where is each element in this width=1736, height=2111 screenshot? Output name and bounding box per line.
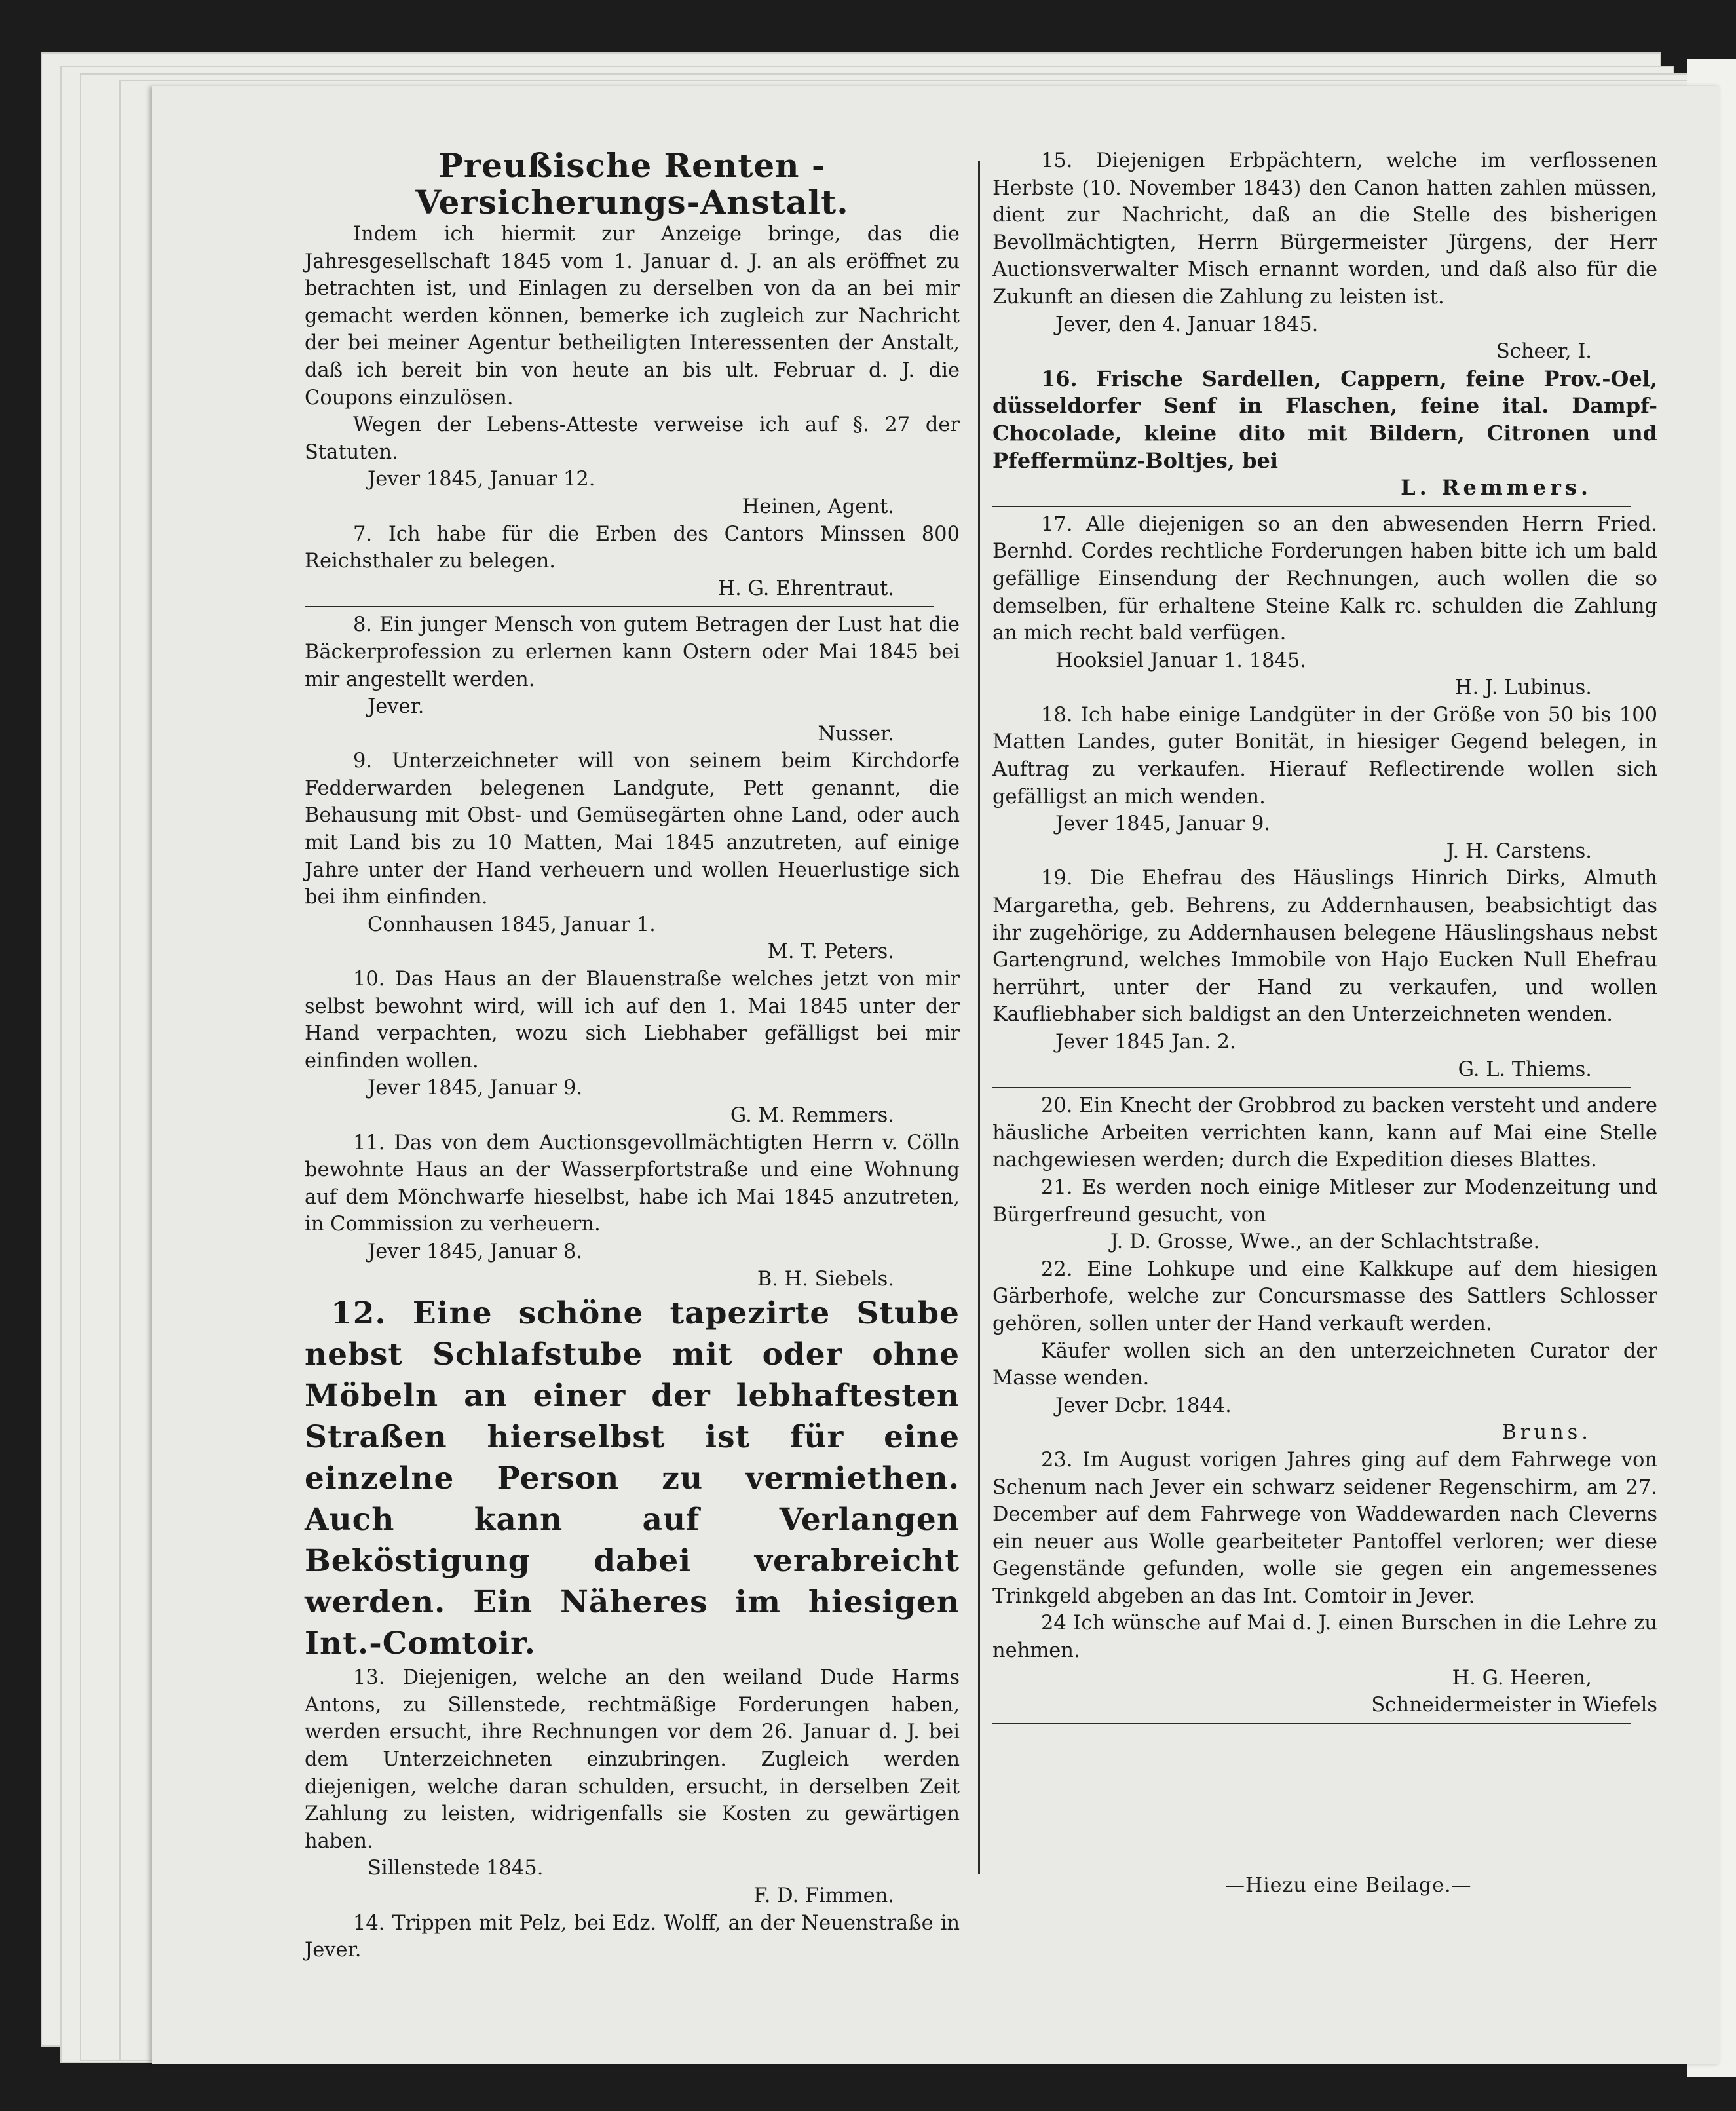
ad-24 <box>992 1610 1657 1719</box>
ad-body: 10. Das Haus an der Blauenstraße welches jetzt von mir selbst bewohnt wird, will ich auf den 1. Mai 1845 unter der Hand verpachten, wozu sich Liebhaber gefälligst bei mir einfinden wollen. <box>305 968 960 1073</box>
ad-date: Connhausen 1845, Januar 1. <box>368 913 656 936</box>
ad-14 <box>305 1910 960 1964</box>
right-column <box>992 147 1657 1728</box>
ad-17 <box>992 511 1657 702</box>
ad-16 <box>992 366 1657 502</box>
ad-20 <box>992 1092 1657 1174</box>
ad-signature: H. J. Lubinus. <box>1454 676 1592 700</box>
ad-signature: L. Remmers. <box>1401 475 1592 501</box>
ad-date: Hooksiel Januar 1. 1845. <box>1055 649 1306 672</box>
ad-signature: J. D. Grosse, Wwe., an der Schlachtstraße. <box>1110 1230 1540 1254</box>
ad-23 <box>992 1447 1657 1610</box>
ad-8 <box>305 611 960 748</box>
ad-date: Jever 1845, Januar 9. <box>368 1076 583 1100</box>
ad-signature: H. G. Ehrentraut. <box>717 577 894 600</box>
ad-body: 17. Alle diejenigen so an den abwesenden Herrn Fried. Bernhd. Cordes rechtliche Forderungen haben bitte ich um bald gefällige Einsendung der Rechnungen, auch wollen die so demselben, für erhaltene Steine Kalk rc. schulden die Zahlung an mich recht bald verfügen. <box>992 512 1657 645</box>
ad-signature: J. H. Carstens. <box>1446 839 1592 863</box>
ad-12 <box>305 1293 960 1664</box>
ad-13 <box>305 1664 960 1909</box>
divider <box>992 506 1631 507</box>
ad-19 <box>992 865 1657 1083</box>
ad-body: 14. Trippen mit Pelz, bei Edz. Wolff, an der Neuenstraße in Jever. <box>305 1911 960 1962</box>
divider <box>992 1087 1631 1088</box>
ad-signature: Nusser. <box>818 722 894 746</box>
ad-body: Wegen der Lebens-Atteste verweise ich auf §. 27 der Statuten. <box>305 413 960 464</box>
ad-body: 22. Eine Lohkupe und eine Kalkkupe auf dem hiesigen Gärberhofe, welche zur Concursmasse des Sattlers Schlosser gehören, sollen unter der Hand verkauft werden. <box>992 1257 1657 1335</box>
ad-signature: H. G. Heeren, <box>1452 1666 1592 1690</box>
ad-date: Sillenstede 1845. <box>368 1857 544 1880</box>
ad-signature-line2: Schneidermeister in Wiefels <box>1371 1694 1657 1717</box>
ad-body: 13. Diejenigen, welche an den weiland Dude Harms Antons, zu Sillenstede, rechtmäßige Forderungen haben, werden ersucht, ihre Rechnungen vor dem 26. Januar d. J. bei dem Unterzeichneten einzubringen. Zugleich werden diejenigen, welche daran schulden, ersucht, in derselben Zeit Zahlung zu leisten, widrigenfalls sie Kosten zu gewärtigen haben. <box>305 1666 960 1853</box>
ad-preussische <box>305 221 960 521</box>
divider <box>992 1723 1631 1724</box>
ad-signature: G. M. Remmers. <box>730 1104 894 1127</box>
ad-place: Jever. <box>368 695 425 719</box>
ad-body: 18. Ich habe einige Landgüter in der Größe von 50 bis 100 Matten Landes, guter Bonität, in hiesiger Gegend belegen, in Auftrag zu verkaufen. Hierauf Reflectirende wollen sich gefälligst an mich wenden. <box>992 703 1657 808</box>
ad-signature: Bruns. <box>1501 1421 1592 1445</box>
ad-date: Jever 1845, Januar 8. <box>368 1240 583 1263</box>
ad-date: Jever 1845, Januar 9. <box>1055 812 1271 836</box>
ad-10 <box>305 966 960 1130</box>
ad-signature: F. D. Fimmen. <box>753 1884 894 1907</box>
ad-body: Käufer wollen sich an den unterzeichneten Curator der Masse wenden. <box>992 1339 1657 1390</box>
ad-date: Jever Dcbr. 1844. <box>1055 1394 1232 1417</box>
ad-signature: Scheer, I. <box>1496 340 1592 364</box>
ad-body: 8. Ein junger Mensch von gutem Betragen der Lust hat die Bäckerprofession zu erlernen kann Ostern oder Mai 1845 bei mir angestellt werden. <box>305 613 960 691</box>
ad-body: 7. Ich habe für die Erben des Cantors Minssen 800 Reichsthaler zu belegen. <box>305 522 960 573</box>
ad-date: Jever 1845 Jan. 2. <box>1055 1031 1236 1054</box>
ad-22 <box>992 1256 1657 1447</box>
ad-body: 24 Ich wünsche auf Mai d. J. einen Burschen in die Lehre zu nehmen. <box>992 1612 1657 1663</box>
divider <box>305 606 934 607</box>
ad-21 <box>992 1174 1657 1256</box>
ad-signature: M. T. Peters. <box>767 940 894 964</box>
ad-date: Jever, den 4. Januar 1845. <box>1055 313 1319 336</box>
page-title: Preußische Renten - Versicherungs-Anstalt. <box>415 146 849 221</box>
ad-body: 11. Das von dem Auctionsgevollmächtigten Herrn v. Cölln bewohnte Haus an der Wasserpfortstraße und eine Wohnung auf dem Mönchwarfe hieselbst, habe ich Mai 1845 anzutreten, in Commission zu verheuern. <box>305 1131 960 1236</box>
ad-body: 12. Eine schöne tapezirte Stube nebst Schlafstube mit oder ohne Möbeln an einer der lebhaftesten Straßen hierselbst ist für eine einzelne Person zu vermiethen. Auch kann auf Verlangen Beköstigung dabei verabreicht werden. Ein Näheres im hiesigen Int.-Comtoir. <box>305 1295 960 1662</box>
left-column <box>305 147 960 1964</box>
column-rule <box>978 161 980 1874</box>
ad-body: 21. Es werden noch einige Mitleser zur Modenzeitung und Bürgerfreund gesucht, von <box>992 1175 1657 1227</box>
ad-7 <box>305 521 960 603</box>
ad-signature: Heinen, Agent. <box>742 495 894 518</box>
ad-body: 23. Im August vorigen Jahres ging auf dem Fahrwege von Schenum nach Jever ein schwarz seidener Regenschirm, am 27. December auf dem Fahrwege von Waddewarden nach Cleverns ein neuer aus Wolle gearbeiteter Pantoffel verloren; wer diese Gegenstände gefunden, wolle sie gegen ein angemessenes Trinkgeld abgeben an das Int. Comtoir in Jever. <box>992 1448 1657 1608</box>
ad-15 <box>992 147 1657 366</box>
ad-body: 9. Unterzeichneter will von seinem beim Kirchdorfe Fedderwarden belegenen Landgute, Pett genannt, die Behausung mit Obst- und Gemüsegärten ohne Land, oder auch mit Land bis zu 10 Matten, Mai 1845 anzutreten, auf einige Jahre unter der Hand verheuern und wollen Heuerlustige sich bei ihm einfinden. <box>305 750 960 909</box>
ad-signature: B. H. Siebels. <box>757 1267 894 1291</box>
ad-body: Indem ich hiermit zur Anzeige bringe, das die Jahresgesellschaft 1845 vom 1. Januar d. J. an als eröffnet zu betrachten ist, und Einlagen zu derselben von da an bei mir gemacht werden können, bemerke ich zugleich zur Nachricht der bei meiner Agentur betheiligten Interessenten der Anstalt, daß ich bereit bin von heute an bis ult. Februar d. J. die Coupons einzulösen. <box>305 223 960 409</box>
ad-body: 16. Frische Sardellen, Cappern, feine Prov.-Oel, düsseldorfer Senf in Flaschen, feine ital. Dampf-Chocolade, kleine dito mit Bildern, Citronen und Pfeffermünz-Boltjes, bei <box>992 366 1657 473</box>
ad-18 <box>992 702 1657 865</box>
ad-9 <box>305 748 960 966</box>
ad-body: 20. Ein Knecht der Grobbrod zu backen versteht und andere häusliche Arbeiten verrichten kann, kann auf Mai eine Stelle nachgewiesen werden; durch die Expedition dieses Blattes. <box>992 1094 1657 1172</box>
ad-11 <box>305 1130 960 1293</box>
ad-body: 19. Die Ehefrau des Häuslings Hinrich Dirks, Almuth Margaretha, geb. Behrens, zu Addernhausen, beabsichtigt das ihr zugehörige, zu Addernhausen belegene Häuslingshaus nebst Gartengrund, welches Immobile von Hajo Eucken Null Ehefrau herrührt, unter der Hand zu verkaufen, und wollen Kaufliebhaber sich baldigst an den Unterzeichneten wenden. <box>992 867 1657 1027</box>
ad-body: 15. Diejenigen Erbpächtern, welche im verflossenen Herbste (10. November 1843) den Canon hatten zahlen müssen, dient zur Nachricht, daß an die Stelle des bisherigen Bevollmächtigten, Herrn Bürgermeister Jürgens, der Herr Auctionsverwalter Misch ernannt worden, und daß also für die Zukunft an diesen die Zahlung zu leisten ist. <box>992 149 1657 309</box>
supplement-note: —Hiezu eine Beilage.— <box>1225 1874 1472 1897</box>
ad-signature: G. L. Thiems. <box>1458 1057 1592 1081</box>
ad-date: Jever 1845, Januar 12. <box>368 468 595 491</box>
